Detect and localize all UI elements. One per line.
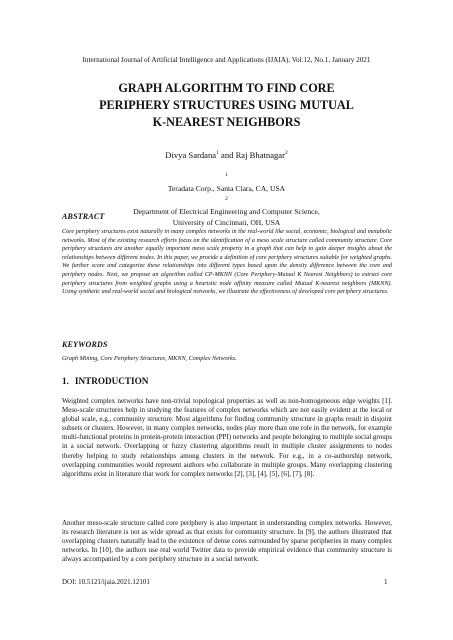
paper-title [40, 80, 413, 131]
author-line [0, 150, 453, 160]
keywords-heading: KEYWORDS [62, 340, 108, 349]
title-line-2: PERIPHERY STRUCTURES USING MUTUAL [99, 98, 354, 112]
affiliation-1-text: Teradata Corp., Santa Clara, CA, USA [167, 183, 286, 193]
keywords-text: Graph Mining, Core Periphery Structures, MKNN, Complex Networks. [62, 356, 237, 362]
affiliation-2-sup: 2 [225, 195, 228, 202]
paragraph-2: Another meso-scale structure called core periphery is also important in understanding complex networks. However, its research literature is not as wide spread as that exists for community structure. In [9], the authors illustrated that overlapping clusters naturally lead to the existence of dense cores surrounded by sparse peripheries in many complex networks. In [10], the authors use real world Twitter data to provide empirical evidence that community structure is always accompanied by a core periphery structure in a social network. [62, 519, 392, 564]
title-line-3: K-NEAREST NEIGHBORS [152, 115, 301, 129]
section-heading [62, 376, 148, 386]
affiliation-2-text: Department of Electrical Engineering and Computer Science, [133, 207, 320, 217]
author-separator: and [218, 150, 236, 160]
author-1: Divya Sardana [165, 150, 217, 160]
section-number: 1. [62, 376, 69, 386]
author-1-sup: 1 [216, 150, 219, 157]
abstract-heading: ABSTRACT [62, 212, 105, 221]
footer-doi: DOI: 10.5121/ijaia.2021.12101 [62, 578, 150, 586]
author-2-sup: 2 [284, 150, 288, 157]
paragraph-1: Weighted complex networks have non-trivial topological properties as well as non-homogeneous edge weights [1]. Meso-scale structures help in studying the features of complex networks which are not easily evident at the local or global scale, e.g., community structure. Most algorithms for finding community structure in graphs result in disjoint subsets or clusters. However, in many complex networks, nodes play more than one role in the network, for example multi-functional proteins in protein-protein interaction (PPI) networks and people belonging to multiple social groups in a social network. Overlapping or fuzzy clustering algorithms result in multiple cluster assignments to nodes thereby helping to study relationships among clusters in the network. For e.g., in a co-authorship network, overlapping communities would represent authors who collaborate in multiple groups. Many overlapping clustering algorithms exist in literature that work for complex networks [2], [3], [4], [5], [6], [7], [8]. [62, 397, 392, 478]
page-number: 1 [384, 578, 388, 586]
affiliation-1-sup: 1 [225, 172, 228, 178]
affiliation-3: University of Cincinnati, OH, USA [172, 218, 281, 228]
author-2: Raj Bhatnagar [235, 150, 285, 160]
title-line-1: GRAPH ALGORITHM TO FIND CORE [118, 81, 335, 95]
section-title: INTRODUCTION [74, 376, 149, 386]
journal-header: International Journal of Artificial Intelligence and Applications (IJAIA), Vol.12, No.1, January 2021 [82, 56, 371, 64]
abstract-text: Core periphery structures exist naturally in many complex networks in the real-world like social, economic, biological and metabolic networks. Most of the existing research efforts focus on the identification of a meso scale structure called community structure. Core periphery structures are another equally important meso scale property in a graph that can help to gain deeper insights about the relationships between different nodes. In this paper, we provide a definition of core periphery structures suitable for weighted graphs. We further score and categorize these relationships into different types based upon the density difference between the core and periphery nodes. Next, we propose an algorithm called CP-MKNN (Core Periphery-Mutual K Nearest Neighbors) to extract core periphery structures from weighted graphs using a heuristic node affinity measure called Mutual K-nearest neighbors (MKNN). Using synthetic and real-world social and biological networks, we illustrate the effectiveness of developed core periphery structures. [62, 229, 392, 296]
affiliation-1 [0, 170, 453, 194]
